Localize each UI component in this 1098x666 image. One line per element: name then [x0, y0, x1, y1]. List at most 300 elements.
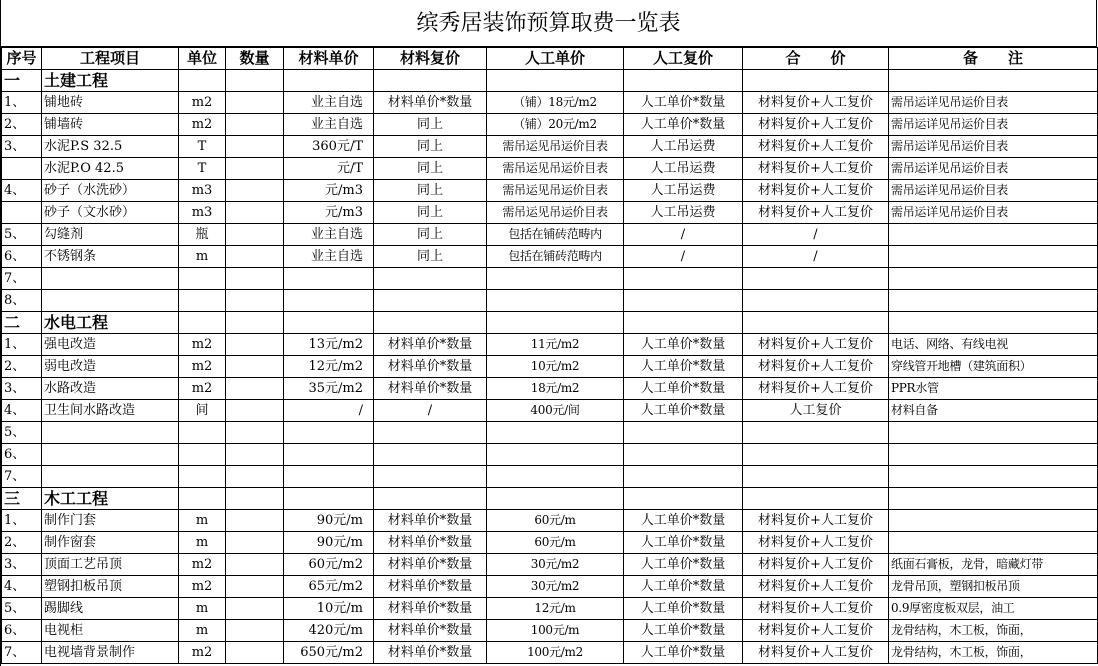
table-cell[interactable] — [179, 290, 226, 312]
table-cell[interactable]: 2、 — [2, 532, 42, 554]
table-cell[interactable] — [889, 246, 1098, 268]
table-cell[interactable]: 60元/m — [487, 532, 624, 554]
table-cell[interactable]: 人工吊运费 — [624, 180, 743, 202]
header-cell: 人工单价 — [487, 48, 624, 70]
table-cell[interactable]: 材料单价*数量 — [374, 576, 487, 598]
table-cell[interactable]: 650元/m2 — [284, 642, 374, 664]
table-row — [2, 180, 1098, 202]
table-cell[interactable]: 包括在铺砖范畴内 — [487, 246, 624, 268]
table-cell[interactable] — [226, 268, 284, 290]
table-cell[interactable] — [226, 642, 284, 664]
table-cell[interactable] — [487, 488, 624, 510]
table-cell[interactable]: 60元/m2 — [284, 554, 374, 576]
table-row — [2, 136, 1098, 158]
header-cell: 材料复价 — [374, 48, 487, 70]
table-cell[interactable]: 顶面工艺吊顶 — [42, 554, 179, 576]
table-cell[interactable]: （铺）20元/m2 — [487, 114, 624, 136]
table-cell[interactable]: 强电改造 — [42, 334, 179, 356]
table-row — [2, 224, 1098, 246]
table-cell[interactable]: 8、 — [2, 290, 42, 312]
table-cell[interactable]: 400元/间 — [487, 400, 624, 422]
table-cell[interactable]: 6、 — [2, 246, 42, 268]
table-cell[interactable]: 电视柜 — [42, 620, 179, 642]
table-cell[interactable]: 三 — [2, 488, 42, 510]
table-cell[interactable] — [284, 70, 374, 92]
table-cell[interactable]: 元/T — [284, 158, 374, 180]
table-cell[interactable]: 人工单价*数量 — [624, 554, 743, 576]
table-cell[interactable] — [487, 268, 624, 290]
table-cell[interactable]: 业主自选 — [284, 224, 374, 246]
table-cell[interactable]: m — [179, 532, 226, 554]
table-cell[interactable]: 需吊运见吊运价目表 — [487, 180, 624, 202]
table-cell[interactable] — [743, 488, 889, 510]
table-cell[interactable]: T — [179, 158, 226, 180]
table-cell[interactable]: 电视墙背景制作 — [42, 642, 179, 664]
table-cell[interactable]: / — [624, 224, 743, 246]
table-cell[interactable]: m — [179, 510, 226, 532]
table-cell[interactable] — [226, 224, 284, 246]
table-cell[interactable] — [226, 158, 284, 180]
table-cell[interactable]: 30元/m2 — [487, 576, 624, 598]
table-cell[interactable]: 弱电改造 — [42, 356, 179, 378]
table-cell[interactable] — [889, 312, 1098, 334]
table-cell[interactable]: 10元/m — [284, 598, 374, 620]
table-cell[interactable]: 电话、网络、有线电视 — [889, 334, 1098, 356]
table-cell[interactable]: 业主自选 — [284, 114, 374, 136]
table-row — [2, 400, 1098, 422]
table-cell[interactable]: 30元/m2 — [487, 554, 624, 576]
table-cell[interactable] — [226, 136, 284, 158]
table-cell[interactable]: 需吊运见吊运价目表 — [487, 202, 624, 224]
table-cell[interactable] — [374, 422, 487, 444]
table-cell[interactable]: 人工单价*数量 — [624, 642, 743, 664]
table-cell[interactable] — [226, 378, 284, 400]
table-cell[interactable]: 需吊运见吊运价目表 — [487, 158, 624, 180]
table-cell[interactable]: 4、 — [2, 576, 42, 598]
table-cell[interactable] — [487, 444, 624, 466]
table-cell[interactable]: m2 — [179, 554, 226, 576]
table-cell[interactable]: 1、 — [2, 334, 42, 356]
table-cell[interactable]: 人工单价*数量 — [624, 378, 743, 400]
table-cell[interactable]: 材料单价*数量 — [374, 620, 487, 642]
table-cell[interactable]: 材料复价+人工复价 — [743, 136, 889, 158]
table-cell[interactable] — [889, 510, 1098, 532]
table-cell[interactable]: 材料复价+人工复价 — [743, 180, 889, 202]
table-cell[interactable]: 同上 — [374, 224, 487, 246]
table-cell[interactable]: 3、 — [2, 136, 42, 158]
table-cell[interactable]: 12元/m2 — [284, 356, 374, 378]
table-cell[interactable]: 人工复价 — [743, 400, 889, 422]
table-cell[interactable]: 需吊运详见吊运价目表 — [889, 180, 1098, 202]
table-cell[interactable] — [624, 70, 743, 92]
table-cell[interactable] — [487, 466, 624, 488]
table-cell[interactable]: 人工单价*数量 — [624, 620, 743, 642]
table-row — [2, 620, 1098, 642]
table-cell[interactable] — [179, 488, 226, 510]
table-cell[interactable]: 35元/m2 — [284, 378, 374, 400]
table-cell[interactable] — [374, 70, 487, 92]
table-cell[interactable] — [889, 70, 1098, 92]
table-cell[interactable]: 人工单价*数量 — [624, 532, 743, 554]
table-cell[interactable] — [743, 70, 889, 92]
table-cell[interactable]: 材料单价*数量 — [374, 510, 487, 532]
table-cell[interactable]: 龙骨结构，木工板，饰面， — [889, 620, 1098, 642]
header-cell: 数量 — [226, 48, 284, 70]
table-cell[interactable]: 材料复价+人工复价 — [743, 532, 889, 554]
table-cell[interactable]: m2 — [179, 334, 226, 356]
table-cell[interactable] — [226, 114, 284, 136]
table-cell[interactable]: 材料复价+人工复价 — [743, 334, 889, 356]
table-cell[interactable] — [42, 466, 179, 488]
table-cell[interactable]: 水路改造 — [42, 378, 179, 400]
table-cell[interactable] — [226, 554, 284, 576]
table-cell[interactable]: m2 — [179, 642, 226, 664]
header-cell: 材料单价 — [284, 48, 374, 70]
table-cell[interactable]: 同上 — [374, 158, 487, 180]
header-cell: 序号 — [2, 48, 42, 70]
table-cell[interactable]: 7、 — [2, 642, 42, 664]
table-cell[interactable] — [889, 224, 1098, 246]
table-row — [2, 642, 1098, 664]
table-cell[interactable] — [487, 422, 624, 444]
table-cell[interactable]: m — [179, 598, 226, 620]
table-cell[interactable]: m2 — [179, 378, 226, 400]
table-cell[interactable] — [226, 334, 284, 356]
section-row — [2, 70, 1098, 92]
table-cell[interactable]: 同上 — [374, 180, 487, 202]
table-cell[interactable]: 二 — [2, 312, 42, 334]
table-cell[interactable] — [624, 488, 743, 510]
table-cell[interactable]: m — [179, 246, 226, 268]
table-cell[interactable] — [624, 290, 743, 312]
table-cell[interactable]: m2 — [179, 576, 226, 598]
table-cell[interactable] — [889, 532, 1098, 554]
table-cell[interactable]: 制作门套 — [42, 510, 179, 532]
table-cell[interactable] — [226, 290, 284, 312]
table-cell[interactable] — [42, 290, 179, 312]
table-cell[interactable]: 铺墙砖 — [42, 114, 179, 136]
table-cell[interactable] — [179, 444, 226, 466]
table-cell[interactable]: 人工单价*数量 — [624, 598, 743, 620]
table-cell[interactable]: 人工单价*数量 — [624, 334, 743, 356]
table-row — [2, 92, 1098, 114]
table-row — [2, 510, 1098, 532]
table-cell[interactable]: 人工吊运费 — [624, 202, 743, 224]
table-cell[interactable] — [374, 312, 487, 334]
table-cell[interactable]: 需吊运详见吊运价目表 — [889, 202, 1098, 224]
table-cell[interactable]: 4、 — [2, 180, 42, 202]
table-cell[interactable]: 材料复价+人工复价 — [743, 510, 889, 532]
table-cell[interactable]: 间 — [179, 400, 226, 422]
table-cell[interactable]: 需吊运详见吊运价目表 — [889, 136, 1098, 158]
table-cell[interactable]: 人工单价*数量 — [624, 576, 743, 598]
table-cell[interactable] — [743, 312, 889, 334]
table-cell[interactable]: 2、 — [2, 114, 42, 136]
table-cell[interactable]: 同上 — [374, 114, 487, 136]
table-cell[interactable] — [226, 576, 284, 598]
table-cell[interactable]: 材料复价+人工复价 — [743, 92, 889, 114]
table-cell[interactable]: m3 — [179, 202, 226, 224]
table-cell[interactable]: / — [374, 400, 487, 422]
table-cell[interactable]: 需吊运见吊运价目表 — [487, 136, 624, 158]
table-cell[interactable] — [743, 268, 889, 290]
table-cell[interactable]: / — [743, 246, 889, 268]
table-cell[interactable]: m2 — [179, 356, 226, 378]
table-cell[interactable]: 人工吊运费 — [624, 158, 743, 180]
table-cell[interactable]: 100元/m — [487, 620, 624, 642]
table-cell[interactable]: 一 — [2, 70, 42, 92]
table-cell[interactable]: 6、 — [2, 444, 42, 466]
table-cell[interactable]: 纸面石膏板，龙骨，暗藏灯带 — [889, 554, 1098, 576]
table-cell[interactable] — [226, 444, 284, 466]
table-cell[interactable] — [743, 422, 889, 444]
table-cell[interactable]: 材料单价*数量 — [374, 532, 487, 554]
table-cell[interactable]: 1、 — [2, 92, 42, 114]
table-row — [2, 598, 1098, 620]
table-cell[interactable]: 360元/T — [284, 136, 374, 158]
table-cell[interactable]: 土建工程 — [42, 70, 179, 92]
table-cell[interactable]: 3、 — [2, 554, 42, 576]
table-cell[interactable] — [487, 312, 624, 334]
table-cell[interactable] — [487, 290, 624, 312]
table-cell[interactable]: 65元/m2 — [284, 576, 374, 598]
table-cell[interactable]: 1、 — [2, 510, 42, 532]
table-cell[interactable] — [624, 444, 743, 466]
table-cell[interactable]: m — [179, 620, 226, 642]
table-cell[interactable] — [374, 268, 487, 290]
table-cell[interactable]: 材料单价*数量 — [374, 554, 487, 576]
table-cell[interactable] — [226, 488, 284, 510]
table-cell[interactable] — [42, 444, 179, 466]
table-cell[interactable]: 砂子（文水砂） — [42, 202, 179, 224]
table-cell[interactable]: 0.9厚密度板双层，油工 — [889, 598, 1098, 620]
table-cell[interactable]: 人工单价*数量 — [624, 356, 743, 378]
table-cell[interactable] — [374, 466, 487, 488]
table-cell[interactable] — [284, 268, 374, 290]
table-cell[interactable] — [226, 312, 284, 334]
table-cell[interactable]: 7、 — [2, 466, 42, 488]
header-cell: 合 价 — [743, 48, 889, 70]
table-cell[interactable]: 材料单价*数量 — [374, 598, 487, 620]
table-cell[interactable] — [624, 312, 743, 334]
table-cell[interactable]: 人工单价*数量 — [624, 114, 743, 136]
table-cell[interactable]: 穿线管开地槽（建筑面积） — [889, 356, 1098, 378]
table-cell[interactable]: 7、 — [2, 268, 42, 290]
table-cell[interactable] — [374, 488, 487, 510]
table-cell[interactable]: 人工单价*数量 — [624, 510, 743, 532]
table-cell[interactable]: 人工吊运费 — [624, 136, 743, 158]
table-cell[interactable] — [284, 290, 374, 312]
table-cell[interactable]: 业主自选 — [284, 92, 374, 114]
table-row — [2, 246, 1098, 268]
table-cell[interactable] — [889, 422, 1098, 444]
table-cell[interactable] — [179, 312, 226, 334]
table-cell[interactable]: 材料复价+人工复价 — [743, 554, 889, 576]
table-cell[interactable]: / — [743, 224, 889, 246]
table-cell[interactable] — [374, 290, 487, 312]
table-cell[interactable] — [284, 466, 374, 488]
table-cell[interactable]: 12元/m — [487, 598, 624, 620]
table-cell[interactable] — [226, 202, 284, 224]
table-cell[interactable]: m2 — [179, 114, 226, 136]
table-cell[interactable] — [624, 466, 743, 488]
budget-table — [1, 47, 1098, 664]
table-cell[interactable] — [226, 356, 284, 378]
table-cell[interactable]: 龙骨吊顶，塑钢扣板吊顶 — [889, 576, 1098, 598]
table-cell[interactable]: 元/m3 — [284, 202, 374, 224]
sheet-title: 缤秀居装饰预算取费一览表 — [1, 0, 1097, 47]
table-cell[interactable] — [624, 422, 743, 444]
table-cell[interactable]: PPR水管 — [889, 378, 1098, 400]
table-cell[interactable] — [226, 400, 284, 422]
table-cell[interactable] — [226, 246, 284, 268]
table-cell[interactable]: 材料复价+人工复价 — [743, 202, 889, 224]
table-cell[interactable] — [889, 290, 1098, 312]
table-cell[interactable]: 水泥P.O 42.5 — [42, 158, 179, 180]
table-cell[interactable]: / — [284, 400, 374, 422]
table-cell[interactable] — [226, 598, 284, 620]
table-cell[interactable]: 材料复价+人工复价 — [743, 378, 889, 400]
table-cell[interactable]: 5、 — [2, 422, 42, 444]
table-cell[interactable]: 木工工程 — [42, 488, 179, 510]
table-cell[interactable]: 需吊运详见吊运价目表 — [889, 158, 1098, 180]
table-cell[interactable]: 人工单价*数量 — [624, 92, 743, 114]
table-cell[interactable]: 水电工程 — [42, 312, 179, 334]
table-cell[interactable] — [42, 422, 179, 444]
table-cell[interactable]: 材料单价*数量 — [374, 378, 487, 400]
table-cell[interactable]: 踢脚线 — [42, 598, 179, 620]
table-row — [2, 576, 1098, 598]
table-cell[interactable] — [284, 312, 374, 334]
table-cell[interactable]: 同上 — [374, 136, 487, 158]
table-cell[interactable] — [226, 70, 284, 92]
table-cell[interactable] — [374, 444, 487, 466]
table-cell[interactable]: 材料复价+人工复价 — [743, 620, 889, 642]
header-cell: 工程项目 — [42, 48, 179, 70]
table-cell[interactable]: 10元/m2 — [487, 356, 624, 378]
table-cell[interactable]: 材料复价+人工复价 — [743, 598, 889, 620]
table-cell[interactable] — [889, 444, 1098, 466]
table-row — [2, 334, 1098, 356]
table-cell[interactable] — [284, 444, 374, 466]
table-cell[interactable]: 6、 — [2, 620, 42, 642]
table-cell[interactable] — [889, 488, 1098, 510]
table-cell[interactable] — [179, 466, 226, 488]
table-cell[interactable]: 水泥P.S 32.5 — [42, 136, 179, 158]
table-cell[interactable]: 瓶 — [179, 224, 226, 246]
table-cell[interactable]: 材料单价*数量 — [374, 356, 487, 378]
table-cell[interactable]: 60元/m — [487, 510, 624, 532]
table-cell[interactable]: 材料单价*数量 — [374, 92, 487, 114]
table-cell[interactable] — [226, 620, 284, 642]
table-cell[interactable] — [226, 510, 284, 532]
table-cell[interactable]: T — [179, 136, 226, 158]
table-cell[interactable] — [743, 466, 889, 488]
table-cell[interactable] — [743, 290, 889, 312]
table-cell[interactable]: 元/m3 — [284, 180, 374, 202]
table-cell[interactable]: 砂子（水洗砂） — [42, 180, 179, 202]
table-cell[interactable]: m3 — [179, 180, 226, 202]
table-cell[interactable]: m2 — [179, 92, 226, 114]
table-cell[interactable]: 100元/m2 — [487, 642, 624, 664]
table-cell[interactable]: / — [624, 246, 743, 268]
table-cell[interactable]: 材料复价+人工复价 — [743, 114, 889, 136]
table-cell[interactable] — [2, 202, 42, 224]
table-row — [2, 158, 1098, 180]
table-cell[interactable]: 材料复价+人工复价 — [743, 642, 889, 664]
table-cell[interactable] — [226, 180, 284, 202]
table-cell[interactable] — [42, 268, 179, 290]
table-cell[interactable]: 5、 — [2, 598, 42, 620]
table-cell[interactable]: 业主自选 — [284, 246, 374, 268]
table-cell[interactable]: 材料自备 — [889, 400, 1098, 422]
table-cell[interactable]: 材料单价*数量 — [374, 642, 487, 664]
table-cell[interactable]: 需吊运详见吊运价目表 — [889, 92, 1098, 114]
table-cell[interactable]: 13元/m2 — [284, 334, 374, 356]
table-cell[interactable] — [284, 422, 374, 444]
table-cell[interactable]: （铺）18元/m2 — [487, 92, 624, 114]
table-cell[interactable] — [284, 488, 374, 510]
table-cell[interactable]: 3、 — [2, 378, 42, 400]
table-cell[interactable]: 同上 — [374, 246, 487, 268]
table-row — [2, 290, 1098, 312]
table-cell[interactable]: 2、 — [2, 356, 42, 378]
table-cell[interactable] — [624, 268, 743, 290]
header-row — [2, 48, 1098, 70]
table-cell[interactable] — [2, 158, 42, 180]
table-cell[interactable] — [226, 466, 284, 488]
table-cell[interactable]: 铺地砖 — [42, 92, 179, 114]
table-cell[interactable]: 材料复价+人工复价 — [743, 356, 889, 378]
table-cell[interactable] — [889, 466, 1098, 488]
table-cell[interactable] — [179, 422, 226, 444]
table-cell[interactable]: 人工单价*数量 — [624, 400, 743, 422]
table-cell[interactable]: 制作窗套 — [42, 532, 179, 554]
table-cell[interactable]: 材料复价+人工复价 — [743, 576, 889, 598]
table-row — [2, 378, 1098, 400]
table-cell[interactable]: 90元/m — [284, 532, 374, 554]
table-body — [2, 48, 1098, 664]
table-cell[interactable] — [226, 532, 284, 554]
table-row — [2, 532, 1098, 554]
table-cell[interactable]: 塑钢扣板吊顶 — [42, 576, 179, 598]
table-row — [2, 554, 1098, 576]
table-cell[interactable]: 材料复价+人工复价 — [743, 158, 889, 180]
table-cell[interactable]: 材料单价*数量 — [374, 334, 487, 356]
table-cell[interactable]: 龙骨结构，木工板，饰面， — [889, 642, 1098, 664]
table-row — [2, 114, 1098, 136]
table-cell[interactable]: 勾缝剂 — [42, 224, 179, 246]
table-cell[interactable] — [487, 70, 624, 92]
table-cell[interactable]: 包括在铺砖范畴内 — [487, 224, 624, 246]
table-cell[interactable]: 90元/m — [284, 510, 374, 532]
table-cell[interactable]: 18元/m2 — [487, 378, 624, 400]
table-cell[interactable] — [743, 444, 889, 466]
table-cell[interactable]: 420元/m — [284, 620, 374, 642]
table-cell[interactable] — [889, 268, 1098, 290]
table-cell[interactable]: 需吊运详见吊运价目表 — [889, 114, 1098, 136]
table-cell[interactable] — [179, 70, 226, 92]
table-cell[interactable]: 11元/m2 — [487, 334, 624, 356]
table-cell[interactable]: 不锈钢条 — [42, 246, 179, 268]
table-cell[interactable] — [226, 422, 284, 444]
table-cell[interactable]: 4、 — [2, 400, 42, 422]
table-cell[interactable]: 卫生间水路改造 — [42, 400, 179, 422]
table-cell[interactable]: 5、 — [2, 224, 42, 246]
table-cell[interactable]: 同上 — [374, 202, 487, 224]
table-cell[interactable] — [179, 268, 226, 290]
table-cell[interactable] — [226, 92, 284, 114]
